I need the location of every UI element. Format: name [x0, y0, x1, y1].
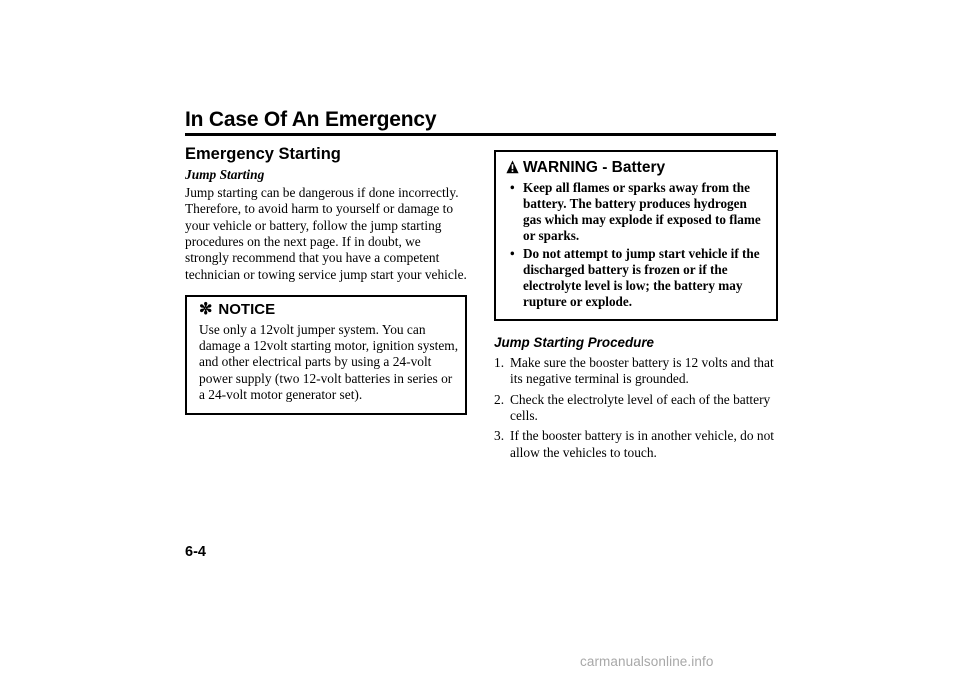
procedure-heading: Jump Starting Procedure — [494, 335, 654, 351]
warning-list — [506, 180, 768, 310]
warning-header — [506, 160, 768, 176]
title-rule — [185, 133, 776, 136]
watermark-text: carmanualsonline.info — [580, 654, 714, 669]
warning-item-text: Do not attempt to jump start vehicle if the discharged battery is frozen or if the electrolyte level is low; the battery may rupture or explode. — [523, 246, 760, 310]
warning-item — [506, 180, 768, 244]
warning-title: WARNING - Battery — [523, 159, 666, 176]
notice-text: Use only a 12volt jumper system. You can damage a 12volt starting motor, ignition system, and other electrical parts by using a 24-volt power supply (two 12-volt batteries in series or a 24-volt motor generator set). — [199, 321, 459, 403]
procedure-step — [494, 428, 776, 461]
section-title: Emergency Starting — [185, 145, 341, 163]
step-text: Make sure the booster battery is 12 volts and that its negative terminal is grounded. — [510, 354, 774, 387]
jump-starting-heading: Jump Starting — [185, 167, 265, 183]
notice-header — [199, 302, 459, 318]
step-number: 3. — [494, 428, 505, 444]
jump-starting-paragraph: Jump starting can be dangerous if done incorrectly. Therefore, to avoid harm to yourself or damage to your vehicle or battery, follow the jump starting procedures on the next page. If in doubt, we strongly recommend that you have a competent technician or towing service jump start your vehicle. — [185, 184, 467, 282]
step-number: 1. — [494, 354, 505, 370]
bullet-icon: • — [510, 246, 515, 262]
step-text: If the booster battery is in another vehicle, do not allow the vehicles to touch. — [510, 428, 775, 460]
warning-item — [506, 246, 768, 310]
procedure-step — [494, 392, 776, 425]
procedure-steps — [494, 355, 776, 461]
notice-title: NOTICE — [218, 301, 276, 319]
chapter-title: In Case Of An Emergency — [185, 108, 437, 131]
step-number: 2. — [494, 391, 505, 407]
warning-triangle-icon — [506, 160, 519, 174]
left-column — [185, 146, 467, 415]
page-number: 6-4 — [185, 544, 206, 560]
warning-item-text: Keep all flames or sparks away from the battery. The battery produces hydrogen gas which may explode if exposed to flame or sparks. — [523, 180, 761, 244]
notice-icon: ✼ — [199, 301, 213, 319]
notice-box — [185, 295, 467, 414]
procedure-step — [494, 355, 776, 388]
warning-box — [494, 150, 778, 321]
bullet-icon: • — [510, 180, 515, 196]
right-column — [494, 150, 776, 465]
step-text: Check the electrolyte level of each of the battery cells. — [510, 391, 771, 424]
